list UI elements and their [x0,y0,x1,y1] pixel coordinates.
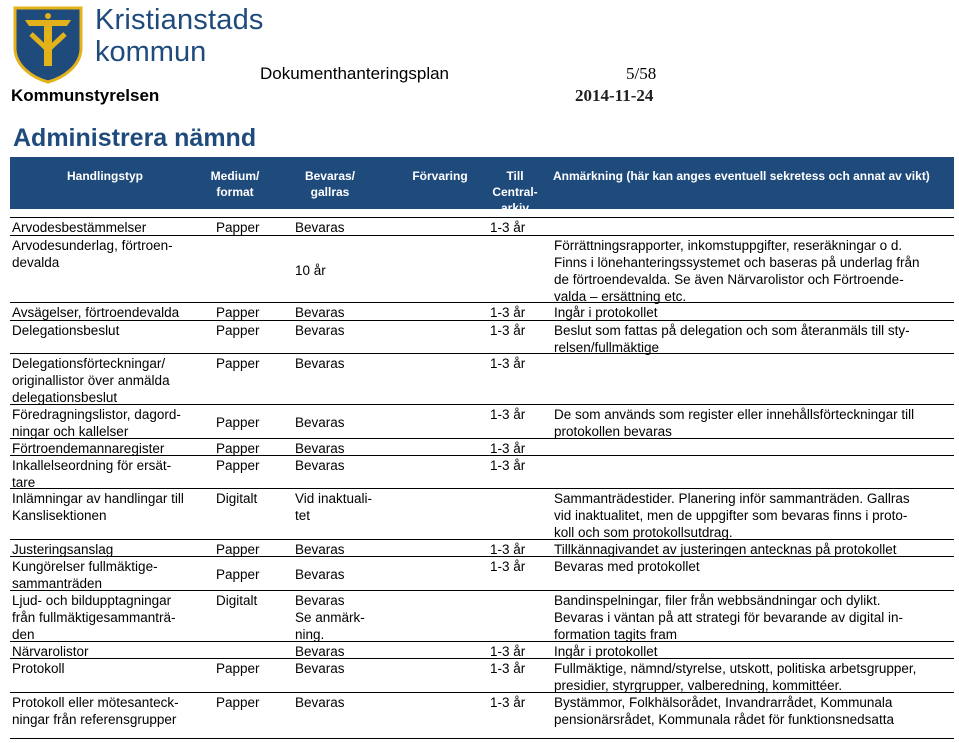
table-cell-medium: Papper [216,542,260,557]
row-divider [10,658,954,659]
table-cell-keep: Bevaras [295,220,345,235]
column-header-keep: Bevaras/ gallras [304,169,356,199]
table-cell-archive: 1-3 år [490,441,526,456]
column-header-archive: Till Central- arkiv [492,169,538,215]
table-cell-type: Förtroendemannaregister [12,441,165,456]
table-cell-keep: Bevaras [295,458,345,473]
table-cell-type: Närvarolistor [12,644,89,659]
table-cell-archive: 1-3 år [490,695,526,710]
table-cell-type: Föredragningslistor, dagord- ningar och kallelser [12,407,181,439]
table-cell-medium: Digitalt [216,593,258,608]
table-bottom-border [10,738,954,739]
table-cell-medium: Papper [216,323,260,338]
table-cell-type: Delegationsbeslut [12,323,120,338]
column-header-note: Anmärkning (här kan anges eventuell sekretess och annat av vikt) [553,169,930,183]
table-cell-medium: Papper [216,441,260,456]
table-cell-type: Arvodesbestämmelser [12,220,147,235]
table-cell-note: Bystämmor, Folkhälsorådet, Invandrarrådet, Kommunala pensionärsrådet, Kommunala rådet för funktionsnedsatta [554,695,894,727]
column-header-medium: Medium/ format [210,169,260,199]
table-cell-medium: Papper [216,661,260,676]
table-cell-keep: Bevaras [295,644,345,659]
table-cell-medium: Papper [216,220,260,235]
table-cell-note: Ingår i protokollet [554,305,658,320]
table-cell-medium: Papper [216,695,260,710]
table-cell-note: Bevaras med protokollet [554,559,700,574]
table-cell-note: Tillkännagivandet av justeringen antecknas på protokollet [554,542,897,557]
coat-of-arms-logo [11,4,85,84]
table-cell-note: Sammanträdestider. Planering inför sammanträden. Gallras vid inaktualitet, men de uppgifter som bevaras finns i proto- koll och som protokollsutdrag. [554,491,910,540]
table-cell-keep: Bevaras [295,441,345,456]
table-cell-type: Ljud- och bildupptagningar från fullmäktigesammanträ- den [12,593,176,642]
table-cell-keep: Bevaras Se anmärk- ning. [295,593,365,642]
table-cell-archive: 1-3 år [490,305,526,320]
table-cell-keep: Bevaras [295,356,345,371]
table-cell-keep: Bevaras [295,661,345,676]
table-cell-type: Delegationsförteckningar/ originallistor över anmälda delegationsbeslut [12,356,170,405]
table-cell-note: Beslut som fattas på delegation och som återanmäls till sty- relsen/fullmäktige [554,323,910,355]
section-heading: Administrera nämnd [13,124,257,152]
table-cell-keep: Bevaras [295,305,345,320]
row-divider [10,217,954,218]
table-cell-type: Protokoll eller mötesanteck- ningar från referensgrupper [12,695,179,727]
table-cell-archive: 1-3 år [490,559,526,574]
document-date: 2014-11-24 [575,86,654,105]
table-cell-archive: 1-3 år [490,407,526,422]
table-cell-note: De som används som register eller innehållsförteckningar till protokollen bevaras [554,407,915,439]
document-title: Dokumenthanteringsplan [260,64,450,83]
table-cell-type: Inlämningar av handlingar till Kanslisektionen [12,491,184,523]
table-cell-type: Arvodesunderlag, förtroen- devalda [12,238,173,270]
table-cell-medium: Papper [216,458,260,473]
table-cell-note: Ingår i protokollet [554,644,658,659]
table-cell-archive: 1-3 år [490,542,526,557]
department-name: Kommunstyrelsen [11,86,160,105]
table-cell-keep: Vid inaktuali- tet [295,491,373,523]
column-header-storage: Förvaring [412,169,468,183]
table-cell-medium: Papper [216,567,260,582]
table-cell-keep: Bevaras [295,695,345,710]
table-cell-type: Avsägelser, förtroendevalda [12,305,180,320]
table-cell-keep: Bevaras [295,415,345,430]
table-cell-note: Förrättningsrapporter, inkomstuppgifter, reseräkningar o d. Finns i lönehanteringssystemet och baseras på underlag från de förtroendevalda. Se även Närvarolistor och Förtroende- valda – ersättning etc. [554,238,920,304]
table-cell-keep: Bevaras [295,567,345,582]
table-cell-medium: Papper [216,356,260,371]
table-cell-type: Justeringsanslag [12,542,114,557]
table-cell-note: Bandinspelningar, filer från webbsändningar och dylikt. Bevaras i väntan på att strategi för bevarande av digital in- formation tagits fram [554,593,903,642]
table-cell-note: Fullmäktige, nämnd/styrelse, utskott, politiska arbetsgrupper, presidier, styrgrupper, valberedning, kommittéer. [554,661,917,693]
table-cell-archive: 1-3 år [490,644,526,659]
table-cell-archive: 1-3 år [490,458,526,473]
table-cell-archive: 1-3 år [490,356,526,371]
table-cell-archive: 1-3 år [490,661,526,676]
table-cell-type: Inkallelseordning för ersät- tare [12,458,172,490]
organization-name-line1: Kristianstads [95,4,264,36]
table-cell-medium: Papper [216,305,260,320]
table-cell-type: Protokoll [12,661,65,676]
table-cell-medium: Digitalt [216,491,258,506]
column-header-type: Handlingstyp [66,169,143,183]
table-cell-keep: Bevaras [295,542,345,557]
row-divider [10,235,954,236]
organization-name-line2: kommun [95,36,207,68]
table-cell-archive: 1-3 år [490,220,526,235]
table-cell-archive: 1-3 år [490,323,526,338]
table-cell-keep: Bevaras [295,323,345,338]
table-cell-type: Kungörelser fullmäktige- sammanträden [12,559,158,591]
table-cell-medium: Papper [216,415,260,430]
page-number: 5/58 [626,64,657,83]
table-cell-keep: 10 år [295,263,326,278]
